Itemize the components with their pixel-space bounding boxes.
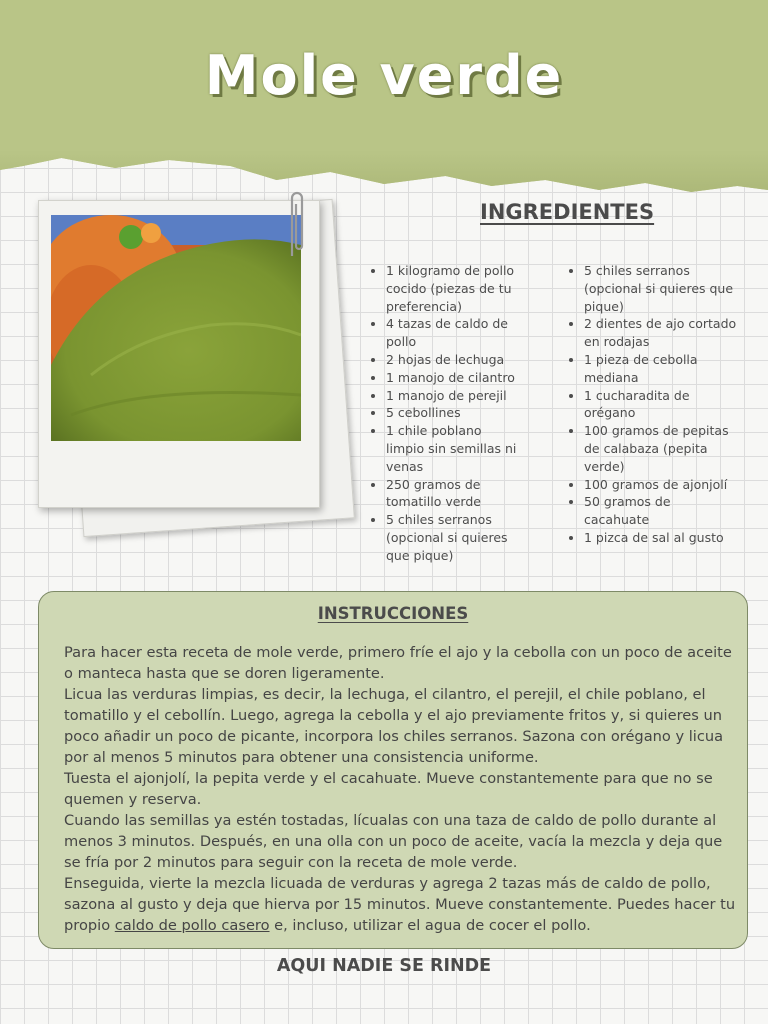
photo-frame: [38, 200, 320, 508]
mole-verde-photo: [51, 215, 301, 441]
instruction-step: Tuesta el ajonjolí, la pepita verde y el cacahuate. Mueve constantemente para que no se quemen y reserva.: [64, 770, 713, 808]
ingredient-item: • 5 cebollines: [386, 404, 522, 422]
instruction-step: Cuando las semillas ya estén tostadas, lícualas con una taza de caldo de pollo durante al menos 3 minutos. Después, en una olla con un poco de aceite, vacía la mezcla y deja que se fría por 2 minutos para seguir con la receta de mole verde.: [64, 812, 723, 871]
ingredient-item: • 100 gramos de ajonjolí: [584, 476, 738, 494]
ingredients-list-1: [364, 262, 522, 565]
ingredient-item: • 1 kilogramo de pollo cocido (piezas de tu preferencia): [386, 262, 522, 315]
ingredient-item: • 1 manojo de cilantro: [386, 369, 522, 387]
footer-tagline: AQUI NADIE SE RINDE: [276, 956, 492, 976]
ingredient-item: • 50 gramos de cacahuate: [584, 493, 738, 529]
ingredient-item: • 5 chiles serranos (opcional si quieres que pique): [584, 262, 738, 315]
instructions-box: [38, 591, 748, 949]
caldo-de-pollo-link[interactable]: caldo de pollo casero: [114, 917, 270, 934]
instructions-text: [64, 642, 739, 936]
instruction-step: Para hacer esta receta de mole verde, primero fríe el ajo y la cebolla con un poco de aceite o manteca hasta que se doren ligeramente.: [64, 644, 732, 682]
ingredients-list-2: [562, 262, 738, 547]
ingredient-item: • 100 gramos de pepitas de calabaza (pepita verde): [584, 422, 738, 475]
instruction-step: Enseguida, vierte la mezcla licuada de verduras y agrega 2 tazas más de caldo de pollo, sazona al gusto y deja que hierva por 15 minutos. Mueve constantemente. Puedes hacer tu propio caldo de pollo casero e, incluso, utilizar el agua de cocer el pollo.: [64, 875, 736, 934]
ingredient-item: • 5 chiles serranos (opcional si quieres que pique): [386, 511, 522, 564]
ingredient-item: • 1 chile poblano limpio sin semillas ni venas: [386, 422, 522, 475]
paperclip-icon: [286, 186, 308, 262]
instruction-step: Licua las verduras limpias, es decir, la lechuga, el cilantro, el perejil, el chile poblano, el tomatillo y el cebollín. Luego, agrega la cebolla y el ajo previamente fritos y, si quieres un poco añadir un poco de picante, incorpora los chiles serranos. Sazona con orégano y licua por al menos 5 minutos para obtener una consistencia uniforme.: [64, 686, 724, 766]
ingredient-item: • 1 manojo de perejil: [386, 387, 522, 405]
ingredient-item: • 2 dientes de ajo cortado en rodajas: [584, 315, 738, 351]
ingredient-item: • 1 pieza de cebolla mediana: [584, 351, 738, 387]
page-title: Mole verde: [204, 44, 564, 107]
ingredient-item: • 250 gramos de tomatillo verde: [386, 476, 522, 512]
ingredient-item: • 4 tazas de caldo de pollo: [386, 315, 522, 351]
ingredient-item: • 1 pizca de sal al gusto: [584, 529, 738, 547]
ingredients-heading: INGREDIENTES: [480, 200, 655, 224]
instructions-heading: INSTRUCCIONES: [317, 604, 469, 623]
ingredient-item: • 1 cucharadita de orégano: [584, 387, 738, 423]
ingredient-item: • 2 hojas de lechuga: [386, 351, 522, 369]
